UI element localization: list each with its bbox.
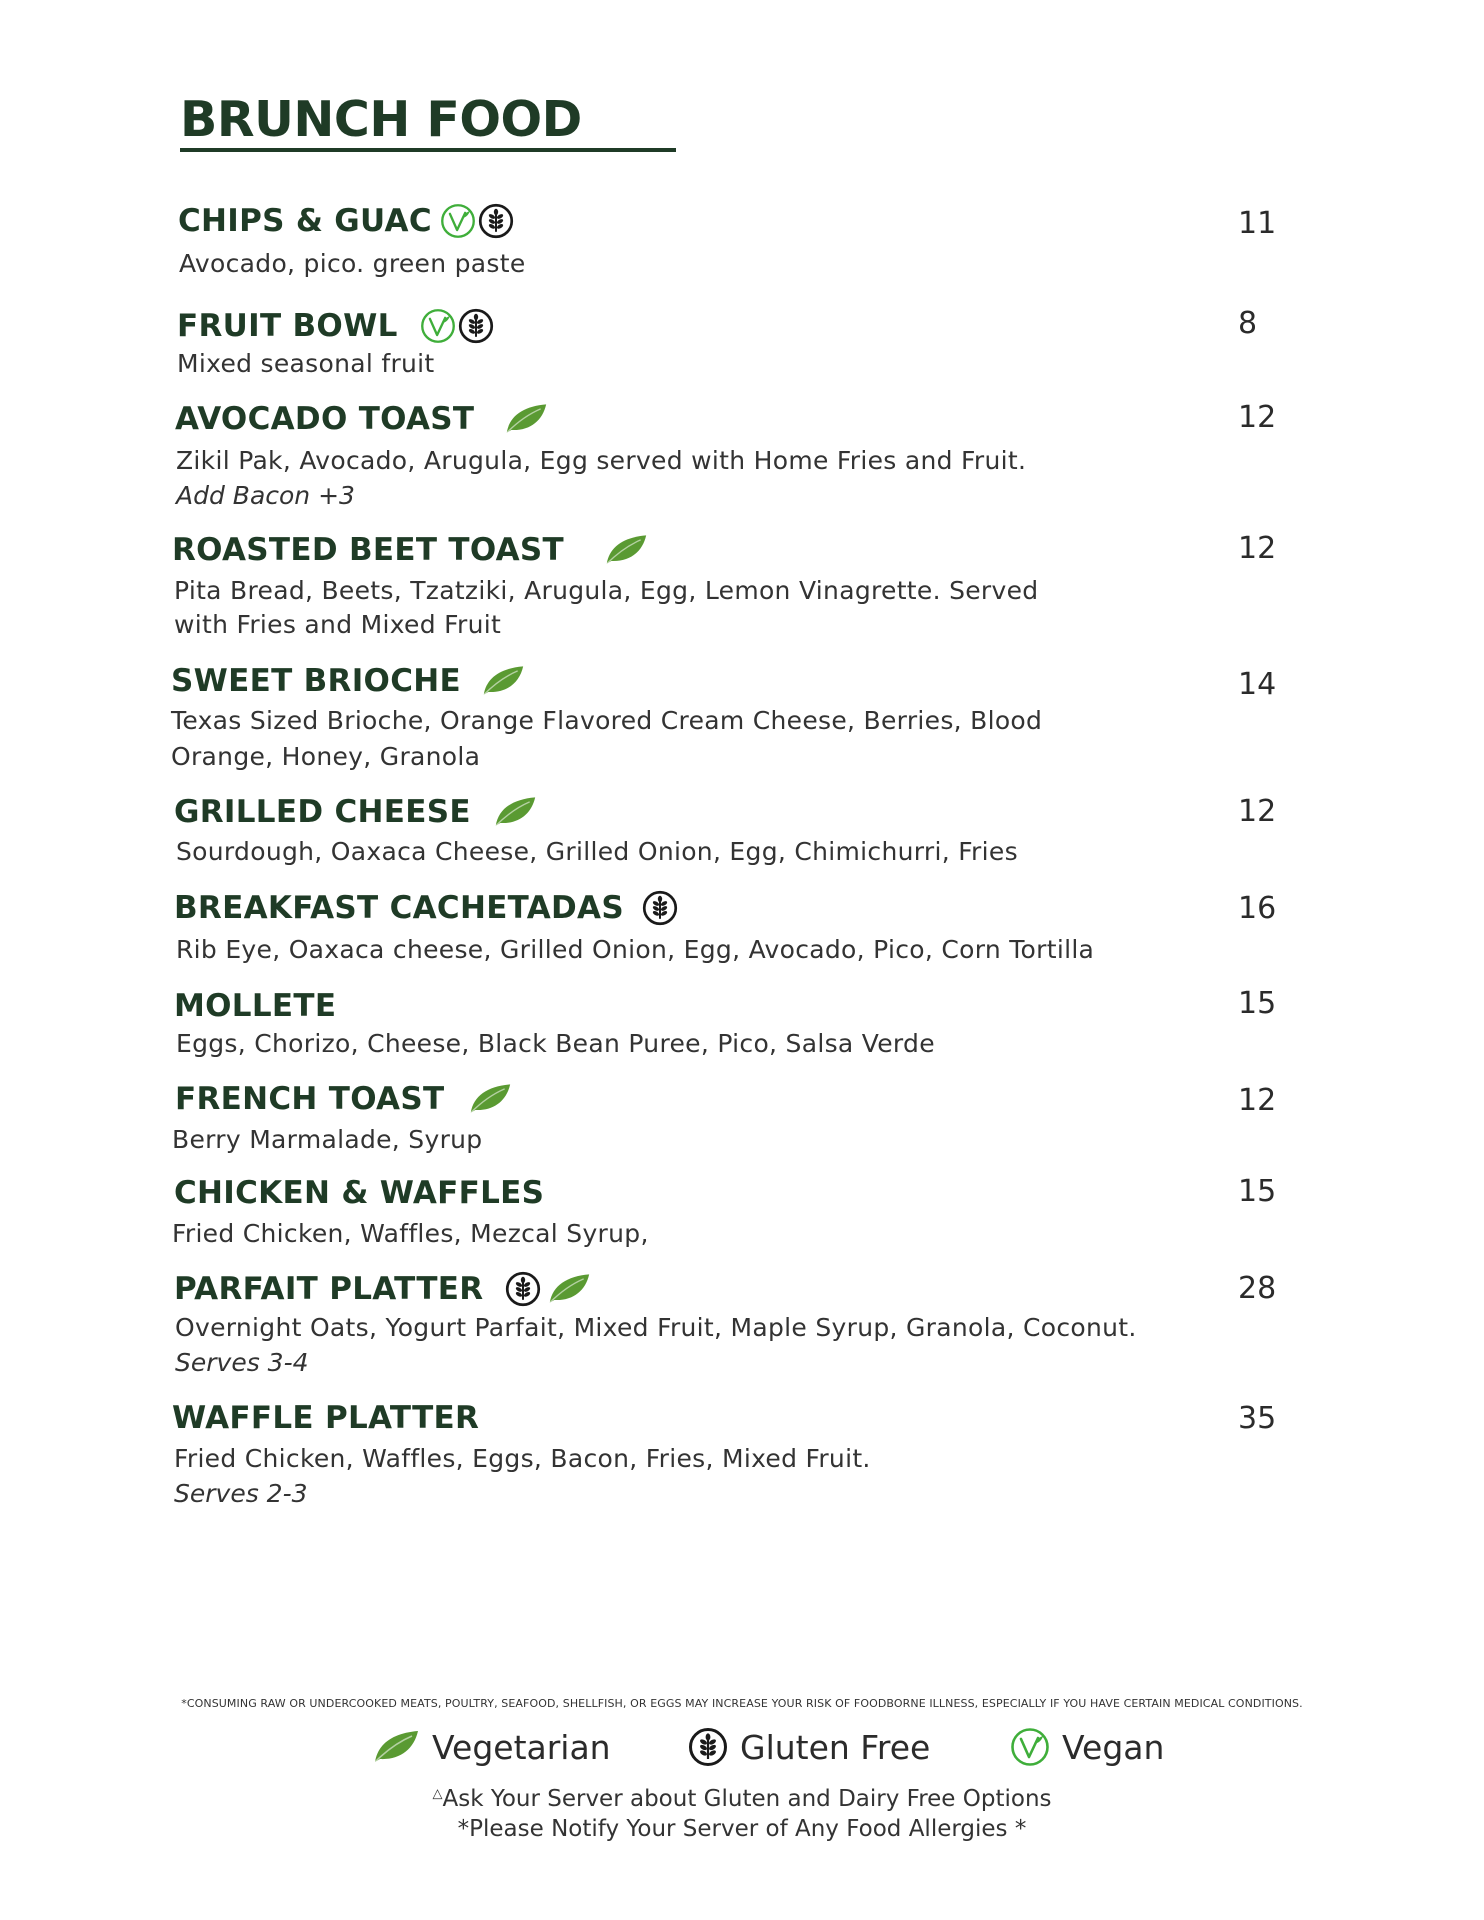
item-description: Overnight Oats, Yogurt Parfait, Mixed Fruit, Maple Syrup, Granola, Coconut. <box>175 1313 1137 1342</box>
item-description: Zikil Pak, Avocado, Arugula, Egg served with Home Fries and Fruit. <box>176 446 1027 475</box>
item-price: 14 <box>1238 667 1277 702</box>
leaf-icon <box>547 1272 591 1306</box>
leaf-icon <box>504 402 548 436</box>
vegan-v-icon <box>1010 1727 1050 1767</box>
item-description: Fried Chicken, Waffles, Eggs, Bacon, Fries, Mixed Fruit. <box>174 1444 871 1473</box>
item-name: FRUIT BOWL <box>177 308 398 344</box>
leaf-icon <box>372 1729 420 1765</box>
triangle-marker: △ <box>432 1786 443 1802</box>
item-price: 15 <box>1238 1174 1277 1209</box>
leaf-icon <box>468 1082 512 1116</box>
legend-vegan <box>1010 1724 1164 1770</box>
item-name: BREAKFAST CACHETADAS <box>174 890 624 926</box>
gluten-free-icon <box>505 1271 541 1307</box>
item-description: Avocado, pico. green paste <box>179 249 526 278</box>
item-description: Berry Marmalade, Syrup <box>172 1125 483 1154</box>
legend-label: Vegan <box>1062 1727 1165 1767</box>
item-price: 35 <box>1238 1401 1277 1436</box>
item-price: 28 <box>1238 1271 1277 1306</box>
gluten-dairy-note <box>0 1786 1484 1812</box>
allergy-notice: *Please Notify Your Server of Any Food Allergies * <box>457 1816 1027 1842</box>
item-description: Mixed seasonal fruit <box>177 349 435 378</box>
item-description: Orange, Honey, Granola <box>171 742 481 771</box>
menu-title: BRUNCH FOOD <box>180 92 676 152</box>
legend-gluten-free <box>688 1724 930 1770</box>
item-price: 12 <box>1238 531 1277 566</box>
legend-label: Gluten Free <box>740 1727 931 1767</box>
leaf-icon <box>604 533 648 567</box>
item-name: CHICKEN & WAFFLES <box>174 1175 545 1211</box>
gluten-free-icon <box>642 890 678 926</box>
item-description: Eggs, Chorizo, Cheese, Black Bean Puree, Pico, Salsa Verde <box>176 1029 935 1058</box>
item-note: Serves 2-3 <box>174 1479 308 1508</box>
item-name: MOLLETE <box>174 988 337 1024</box>
item-price: 12 <box>1238 794 1277 829</box>
item-description: Rib Eye, Oaxaca cheese, Grilled Onion, Egg, Avocado, Pico, Corn Tortilla <box>176 935 1095 964</box>
item-name: GRILLED CHEESE <box>174 794 471 830</box>
item-price: 15 <box>1238 986 1277 1021</box>
item-price: 8 <box>1238 306 1258 341</box>
item-description: Fried Chicken, Waffles, Mezcal Syrup, <box>172 1219 649 1248</box>
item-name: AVOCADO TOAST <box>175 401 475 437</box>
item-price: 16 <box>1238 891 1277 926</box>
item-name: SWEET BRIOCHE <box>171 663 461 699</box>
legend-label: Vegetarian <box>432 1727 611 1767</box>
wheat-icon <box>688 1727 728 1767</box>
vegan-icon <box>420 308 456 344</box>
leaf-icon <box>481 664 525 698</box>
item-name: ROASTED BEET TOAST <box>172 532 565 568</box>
raw-food-disclaimer: *CONSUMING RAW OR UNDERCOOKED MEATS, POULTRY, SEAFOOD, SHELLFISH, OR EGGS MAY INCREASE YOUR RISK OF FOODBORNE ILLNESS, ESPECIALLY IF YOU HAVE CERTAIN MEDICAL CONDITIONS. <box>181 1697 1303 1710</box>
vegan-icon <box>440 203 476 239</box>
item-price: 12 <box>1238 1083 1277 1118</box>
item-name: FRENCH TOAST <box>175 1081 445 1117</box>
item-price: 12 <box>1238 400 1277 435</box>
gluten-dairy-text: Ask Your Server about Gluten and Dairy Free Options <box>442 1786 1052 1812</box>
leaf-icon <box>493 795 537 829</box>
legend-vegetarian <box>372 1724 611 1770</box>
item-note: Serves 3-4 <box>175 1348 309 1377</box>
item-description: Pita Bread, Beets, Tzatziki, Arugula, Egg, Lemon Vinagrette. Served <box>174 576 1039 605</box>
item-description: Texas Sized Brioche, Orange Flavored Cream Cheese, Berries, Blood <box>171 706 1043 735</box>
gluten-free-icon <box>458 308 494 344</box>
item-name: WAFFLE PLATTER <box>172 1400 480 1436</box>
item-name: CHIPS & GUAC <box>178 203 432 239</box>
item-price: 11 <box>1238 206 1277 241</box>
item-description: Sourdough, Oaxaca Cheese, Grilled Onion, Egg, Chimichurri, Fries <box>176 837 1018 866</box>
gluten-free-icon <box>478 203 514 239</box>
item-note: Add Bacon +3 <box>176 481 355 510</box>
item-description: with Fries and Mixed Fruit <box>174 610 502 639</box>
item-name: PARFAIT PLATTER <box>174 1271 484 1307</box>
